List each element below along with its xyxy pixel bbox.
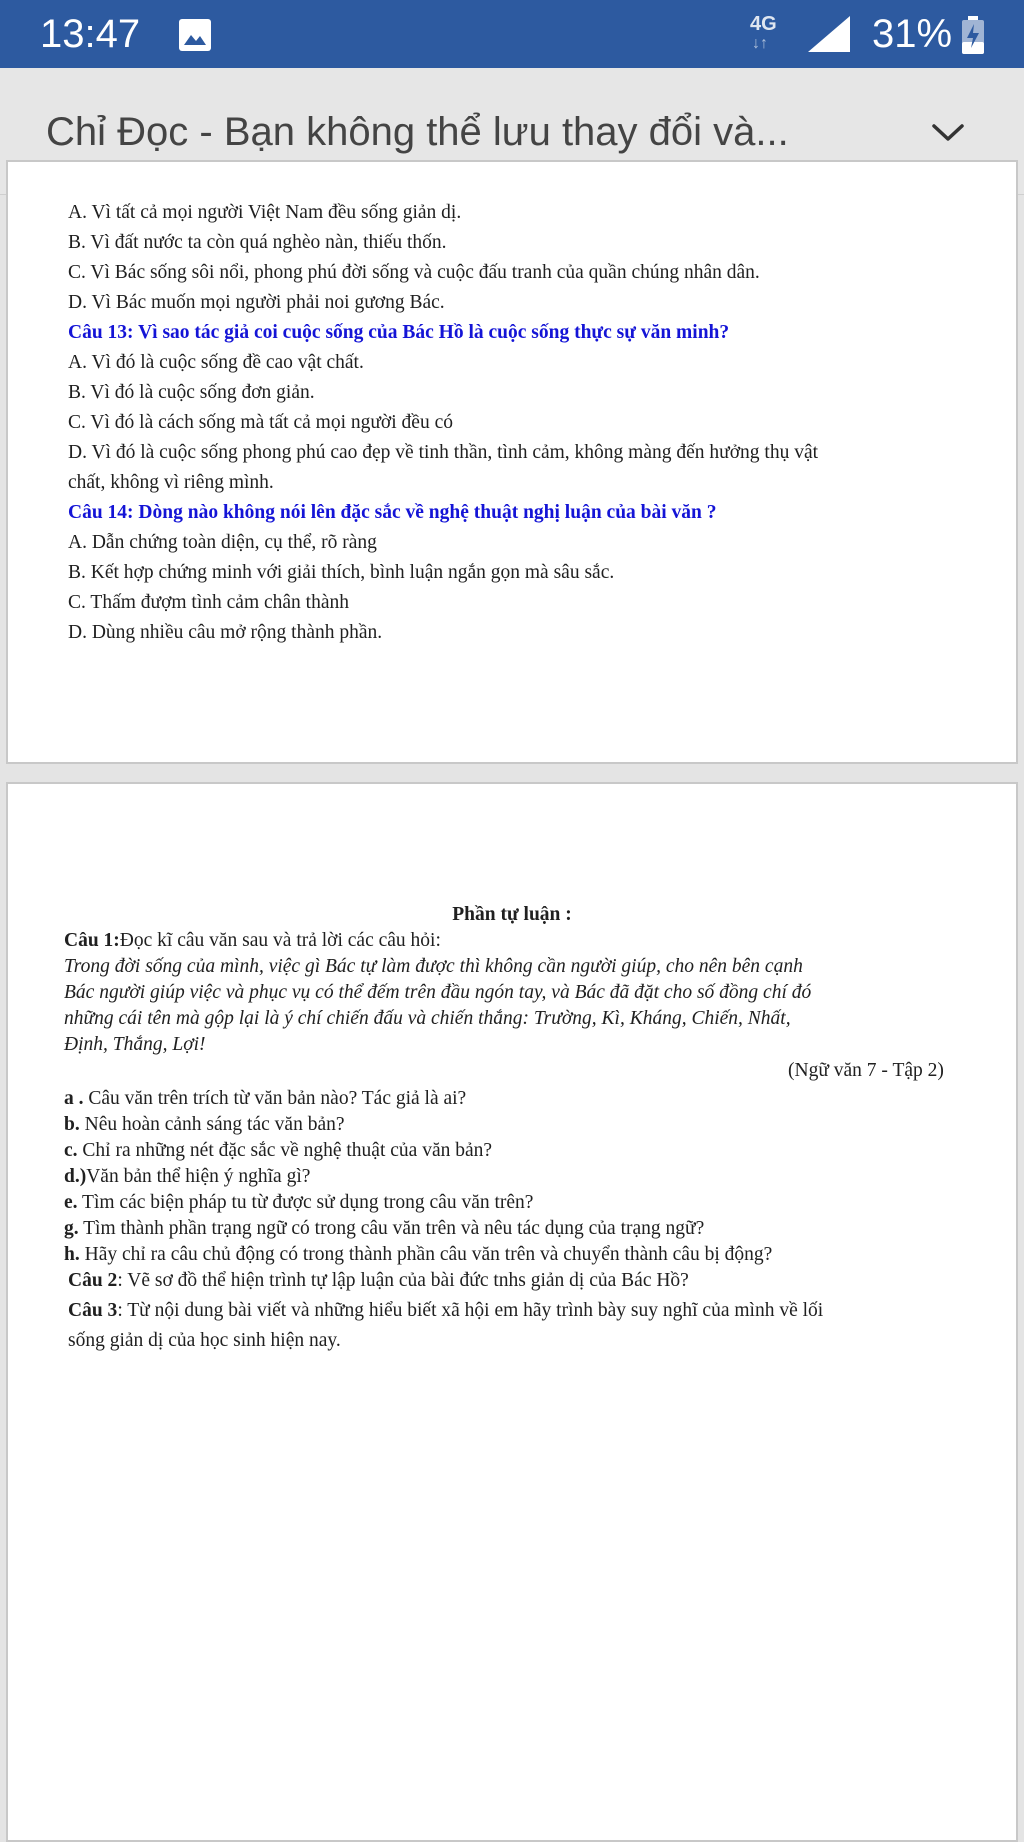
- sub-question-g: [64, 1216, 704, 1242]
- sub-question-e-text: Tìm các biện pháp tu từ được sử dụng trong câu văn trên?: [77, 1192, 534, 1213]
- cau-3-text: : Từ nội dung bài viết và những hiểu biết xã hội em hãy trình bày suy nghĩ của mình về lối: [117, 1300, 824, 1321]
- cau-3: [68, 1298, 823, 1324]
- sub-question-g-text: Tìm thành phần trạng ngữ có trong câu văn trên và nêu tác dụng của trạng ngữ?: [78, 1218, 705, 1239]
- question-14: Câu 14: Dòng nào không nói lên đặc sắc về nghệ thuật nghị luận của bài văn ?: [68, 502, 717, 523]
- question-13: Câu 13: Vì sao tác giả coi cuộc sống của Bác Hồ là cuộc sống thực sự văn minh?: [68, 322, 730, 343]
- sub-question-d: [64, 1164, 310, 1190]
- q12-option-d: D. Vì Bác muốn mọi người phải noi gương Bác.: [68, 292, 445, 313]
- cau-2-text: : Vẽ sơ đồ thể hiện trình tự lập luận của bài đức tnhs giản dị của Bác Hồ?: [117, 1270, 689, 1291]
- sub-question-c-label: c.: [64, 1140, 78, 1161]
- cau-1-text: Đọc kĩ câu văn sau và trả lời các câu hỏi:: [119, 930, 441, 951]
- section-title: Phần tự luận :: [452, 904, 572, 925]
- quote-line-1: Trong đời sống của mình, việc gì Bác tự làm được thì không cần người giúp, cho nên bên cạnh: [64, 956, 803, 977]
- cau-3-label: Câu 3: [68, 1300, 118, 1321]
- chevron-down-icon[interactable]: [922, 106, 974, 158]
- q14-option-a: A. Dẫn chứng toàn diện, cụ thể, rõ ràng: [68, 532, 377, 553]
- status-time: 13:47: [40, 12, 141, 56]
- sub-question-d-text: Văn bản thể hiện ý nghĩa gì?: [86, 1166, 311, 1187]
- q12-option-c: C. Vì Bác sống sôi nổi, phong phú đời sống và cuộc đấu tranh của quần chúng nhân dân.: [68, 262, 760, 283]
- sub-question-h: [64, 1242, 772, 1268]
- q12-option-b: B. Vì đất nước ta còn quá nghèo nàn, thiếu thốn.: [68, 232, 447, 253]
- q13-option-b: B. Vì đó là cuộc sống đơn giản.: [68, 382, 315, 403]
- cau-2: [68, 1268, 689, 1294]
- sub-question-h-text: Hãy chỉ ra câu chủ động có trong thành phần câu văn trên và chuyển thành câu bị động?: [79, 1244, 773, 1265]
- cau-1-label: Câu 1:: [64, 930, 120, 951]
- document-page-1: [6, 160, 1018, 764]
- sub-question-c: [64, 1138, 492, 1164]
- network-activity-icon: ↓↑: [752, 35, 768, 52]
- q14-option-d: D. Dùng nhiều câu mở rộng thành phần.: [68, 622, 383, 643]
- sub-question-a-label: a .: [64, 1088, 84, 1109]
- sub-question-a-text: Câu văn trên trích từ văn bản nào? Tác giả là ai?: [83, 1088, 467, 1109]
- quote-line-2: Bác người giúp việc và phục vụ có thể đếm trên đầu ngón tay, và Bác đã đặt cho số đồng chí đó: [64, 982, 812, 1003]
- q13-option-a: A. Vì đó là cuộc sống đề cao vật chất.: [68, 352, 364, 373]
- cau-3-cont: sống giản dị của học sinh hiện nay.: [68, 1330, 341, 1351]
- sub-question-b: [64, 1112, 345, 1138]
- q12-option-a: A. Vì tất cả mọi người Việt Nam đều sống giản dị.: [68, 202, 462, 223]
- quote-line-4: Định, Thắng, Lợi!: [64, 1034, 206, 1055]
- q13-option-d-cont: chất, không vì riêng mình.: [68, 472, 274, 493]
- cau-1: [64, 928, 441, 954]
- q13-option-c: C. Vì đó là cách sống mà tất cả mọi người đều có: [68, 412, 453, 433]
- signal-icon: [806, 14, 852, 54]
- battery-percentage: 31%: [872, 12, 953, 56]
- document-title: Chỉ Đọc - Bạn không thể lưu thay đổi và...: [46, 110, 789, 154]
- q14-option-c: C. Thấm đượm tình cảm chân thành: [68, 592, 350, 613]
- quote-source: (Ngữ văn 7 - Tập 2): [788, 1060, 944, 1081]
- network-type: 4G: [750, 13, 777, 35]
- q14-option-b: B. Kết hợp chứng minh với giải thích, bình luận ngắn gọn mà sâu sắc.: [68, 562, 615, 583]
- document-page-2: [6, 782, 1018, 1842]
- quote-line-3: những cái tên mà gộp lại là ý chí chiến đấu và chiến thắng: Trường, Kì, Kháng, Chiến, Nhất,: [64, 1008, 791, 1029]
- q13-option-d: D. Vì đó là cuộc sống phong phú cao đẹp về tinh thần, tình cảm, không màng đến hưởng thụ vật: [68, 442, 819, 463]
- sub-question-a: [64, 1086, 466, 1112]
- sub-question-c-text: Chỉ ra những nét đặc sắc về nghệ thuật của văn bản?: [77, 1140, 493, 1161]
- sub-question-g-label: g.: [64, 1218, 79, 1239]
- gallery-notification-icon: [178, 18, 212, 52]
- sub-question-b-label: b.: [64, 1114, 80, 1135]
- sub-question-b-text: Nêu hoàn cảnh sáng tác văn bản?: [79, 1114, 345, 1135]
- status-bar: [0, 0, 1024, 68]
- sub-question-e-label: e.: [64, 1192, 78, 1213]
- cau-2-label: Câu 2: [68, 1270, 118, 1291]
- sub-question-d-label: d.): [64, 1166, 87, 1187]
- sub-question-e: [64, 1190, 533, 1216]
- sub-question-h-label: h.: [64, 1244, 80, 1265]
- battery-charging-icon: [962, 16, 984, 54]
